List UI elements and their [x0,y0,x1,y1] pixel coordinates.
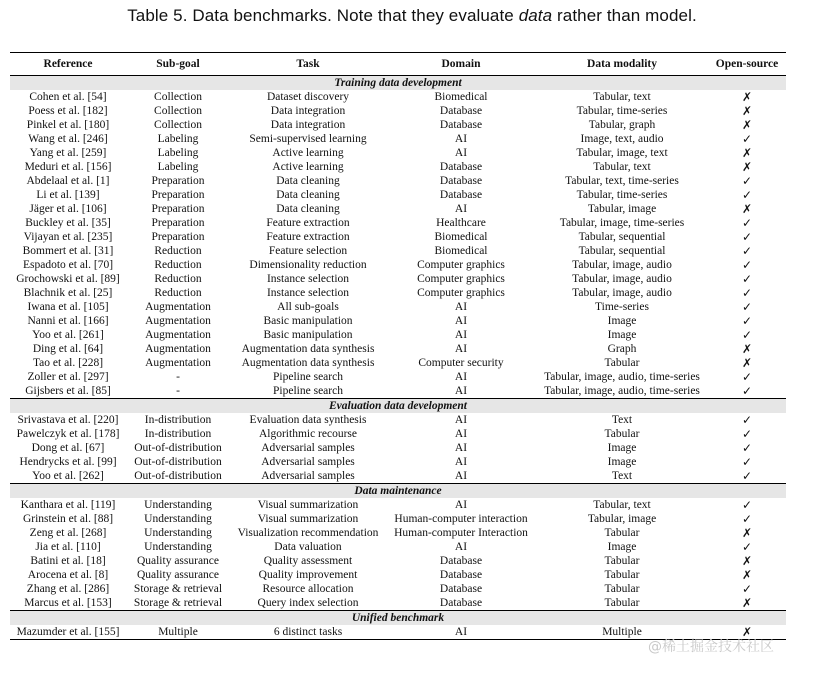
column-header-domain: Domain [386,53,536,76]
cell-open-source: ✓ [741,174,753,188]
cell-open-source: ✓ [741,427,753,441]
column-header-open-source: Open-source [708,53,786,76]
cell-sub-goal: In-distribution [144,428,212,440]
table-row [10,441,786,455]
cell-data-modality: Tabular, image [587,203,657,215]
cell-data-modality: Image [607,456,637,468]
cell-open-source: ✓ [741,455,753,469]
cell-data-modality: Tabular, image, audio [572,273,672,285]
cell-task: Data cleaning [276,189,340,201]
cell-open-source: ✗ [741,554,753,568]
caption-suffix: rather than model. [552,6,697,25]
cell-reference: Wang et al. [246] [28,133,108,145]
table-row [10,118,786,132]
table-row [10,286,786,300]
table-row [10,356,786,370]
cell-data-modality: Text [611,470,633,482]
cell-task: Query index selection [257,597,359,609]
cell-task: Visual summarization [257,499,359,511]
cell-open-source: ✓ [741,230,753,244]
cell-domain: AI [454,343,468,355]
cell-reference: Jäger et al. [106] [29,203,107,215]
cell-sub-goal: Quality assurance [136,555,220,567]
watermark: @稀土掘金技术社区 [648,639,774,655]
cell-sub-goal: Multiple [126,625,230,640]
cell-data-modality: Tabular, text, time-series [565,175,679,187]
cell-task: Instance selection [266,287,350,299]
cell-data-modality: Tabular, image, text [576,147,668,159]
cell-sub-goal: Out-of-distribution [134,470,222,482]
cell-domain: AI [454,442,468,454]
cell-reference: Zeng et al. [268] [29,527,107,539]
cell-data-modality: Tabular, time-series [576,105,668,117]
cell-reference: Blachnik et al. [25] [23,287,113,299]
cell-reference: Yoo et al. [262] [32,470,104,482]
cell-reference: Grinstein et al. [88] [22,513,114,525]
cell-domain: Database [439,161,483,173]
cell-reference: Nanni et al. [166] [27,315,109,327]
table-body [10,76,786,640]
cell-task: Data integration [270,119,346,131]
cell-sub-goal: Labeling [157,147,199,159]
cell-domain: AI [454,147,468,159]
table-row [10,526,786,540]
table-row [10,202,786,216]
cell-task: Evaluation data synthesis [249,414,367,426]
cell-task: Adversarial samples [261,456,355,468]
cell-sub-goal: Augmentation [145,315,211,327]
cell-open-source: ✓ [741,258,753,272]
section-title: Training data development [10,76,786,91]
cell-sub-goal: - [176,385,180,397]
cell-sub-goal: Collection [154,119,202,131]
cell-open-source: ✓ [741,188,753,202]
cell-sub-goal: Augmentation [145,301,211,313]
cell-open-source: ✓ [741,272,753,286]
cell-open-source: ✗ [741,118,753,132]
cell-open-source: ✗ [741,356,753,370]
cell-sub-goal: Augmentation [145,343,211,355]
table-row [10,216,786,230]
cell-sub-goal: Out-of-distribution [134,442,222,454]
cell-domain: AI [454,541,468,553]
cell-domain: Database [439,105,483,117]
cell-data-modality: Tabular, image, time-series [559,217,685,229]
cell-data-modality: Tabular [604,569,640,581]
cell-data-modality: Tabular [604,428,640,440]
cell-reference: Arocena et al. [8] [27,569,109,581]
section-header-row [10,484,786,499]
cell-domain: Biomedical [434,245,488,257]
cell-data-modality: Image [607,315,637,327]
cell-open-source: ✓ [741,384,753,398]
cell-reference: Hendrycks et al. [99] [19,456,117,468]
cell-open-source: ✓ [741,582,753,596]
cell-domain: AI [454,329,468,341]
cell-reference: Espadoto et al. [70] [22,259,114,271]
table-row [10,272,786,286]
cell-reference: Grochowski et al. [89] [16,273,120,285]
cell-reference: Tao et al. [228] [32,357,104,369]
cell-open-source: ✓ [741,540,753,554]
cell-open-source: ✗ [708,625,786,640]
cell-domain: Computer security [418,357,504,369]
cell-open-source: ✗ [741,342,753,356]
cell-reference: Meduri et al. [156] [24,161,112,173]
cell-data-modality: Tabular, text [593,161,651,173]
cell-task: Resource allocation [262,583,354,595]
cell-task: Active learning [272,161,344,173]
cell-open-source: ✗ [741,90,753,104]
cell-sub-goal: Preparation [151,189,205,201]
table-row [10,188,786,202]
cell-domain: AI [454,203,468,215]
cell-domain: Human-computer Interaction [394,527,528,539]
cell-domain: AI [454,301,468,313]
cell-reference: Yang et al. [259] [29,147,107,159]
cell-sub-goal: Labeling [157,161,199,173]
cell-data-modality: Tabular, image, audio [572,287,672,299]
cell-reference: Kanthara et al. [119] [20,499,116,511]
cell-sub-goal: Reduction [154,245,202,257]
caption-emphasis: data [518,6,553,25]
cell-sub-goal: - [176,371,180,383]
cell-open-source: ✗ [741,146,753,160]
cell-data-modality: Tabular, text [593,91,651,103]
cell-open-source: ✓ [741,244,753,258]
cell-task: Feature extraction [266,217,350,229]
cell-reference: Abdelaal et al. [1] [26,175,110,187]
section-header-row [10,611,786,626]
cell-data-modality: Tabular [604,527,640,539]
cell-data-modality: Image [607,329,637,341]
cell-task: Data cleaning [276,203,340,215]
cell-domain: Human-computer interaction [394,513,528,525]
cell-data-modality: Tabular [604,583,640,595]
cell-reference: Zhang et al. [286] [26,583,110,595]
cell-open-source: ✗ [741,526,753,540]
cell-domain: AI [454,428,468,440]
cell-data-modality: Tabular [604,555,640,567]
cell-domain: Database [439,569,483,581]
section-header-row [10,76,786,91]
table-row [10,413,786,427]
cell-domain: Healthcare [436,217,486,229]
cell-data-modality: Tabular, image, audio, time-series [544,385,700,397]
cell-reference: Mazumder et al. [155] [10,625,126,640]
cell-sub-goal: Preparation [151,231,205,243]
table-row [10,328,786,342]
cell-domain: AI [454,470,468,482]
cell-reference: Yoo et al. [261] [32,329,104,341]
cell-task: Pipeline search [273,371,343,383]
cell-data-modality: Time-series [595,301,649,313]
cell-task: Semi-supervised learning [249,133,367,145]
cell-sub-goal: Reduction [154,259,202,271]
table-row [10,300,786,314]
benchmark-table-container [10,52,786,640]
cell-data-modality: Tabular, graph [588,119,656,131]
cell-task: Pipeline search [273,385,343,397]
section-title: Evaluation data development [10,399,786,414]
cell-data-modality: Text [611,414,633,426]
cell-reference: Vijayan et al. [235] [23,231,113,243]
cell-open-source: ✗ [741,596,753,610]
header-row [10,53,786,76]
table-row [10,469,786,484]
cell-reference: Poess et al. [182] [28,105,108,117]
cell-data-modality: Tabular [604,357,640,369]
cell-task: Data valuation [274,541,342,553]
table-row [10,146,786,160]
cell-sub-goal: Labeling [157,133,199,145]
table-row [10,455,786,469]
table-row [10,384,786,399]
table-row [10,258,786,272]
cell-data-modality: Tabular, sequential [578,231,666,243]
column-header-task: Task [230,53,386,76]
table-row [10,174,786,188]
cell-task: Feature extraction [266,231,350,243]
benchmark-table [10,52,786,640]
cell-sub-goal: Augmentation [145,329,211,341]
table-row [10,596,786,611]
cell-task: Quality improvement [258,569,358,581]
cell-domain: Database [439,597,483,609]
cell-domain: AI [454,456,468,468]
cell-data-modality: Tabular, text [593,499,651,511]
cell-sub-goal: Collection [154,91,202,103]
table-row [10,512,786,526]
table-row [10,104,786,118]
table-row [10,314,786,328]
cell-domain: AI [454,133,468,145]
cell-open-source: ✓ [741,216,753,230]
table-row [10,582,786,596]
cell-domain: Database [439,189,483,201]
cell-task: Data integration [270,105,346,117]
cell-open-source: ✓ [741,469,753,483]
cell-sub-goal: Reduction [154,287,202,299]
cell-domain: AI [454,385,468,397]
cell-task: Visualization recommendation [237,527,379,539]
table-row [10,342,786,356]
cell-task: Basic manipulation [263,329,353,341]
cell-data-modality: Multiple [536,625,708,640]
table-row [10,427,786,441]
cell-data-modality: Tabular, time-series [576,189,668,201]
cell-reference: Srivastava et al. [220] [17,414,119,426]
cell-data-modality: Image, text, audio [580,133,664,145]
cell-domain: AI [454,315,468,327]
section-title: Data maintenance [10,484,786,499]
table-row [10,160,786,174]
cell-open-source: ✗ [741,568,753,582]
cell-open-source: ✗ [741,160,753,174]
cell-reference: Marcus et al. [153] [24,597,112,609]
table-row [10,568,786,582]
cell-open-source: ✓ [741,441,753,455]
cell-task: Visual summarization [257,513,359,525]
cell-domain: Database [439,583,483,595]
cell-sub-goal: Preparation [151,217,205,229]
cell-domain: AI [454,414,468,426]
column-header-sub-goal: Sub-goal [126,53,230,76]
cell-task: Active learning [272,147,344,159]
table-row [10,370,786,384]
cell-task: Dimensionality reduction [249,259,367,271]
cell-domain: Database [439,119,483,131]
cell-domain: Computer graphics [417,287,505,299]
table-row [10,540,786,554]
cell-open-source: ✓ [741,512,753,526]
cell-domain: Database [439,175,483,187]
cell-sub-goal: In-distribution [144,414,212,426]
cell-task: Quality assessment [263,555,353,567]
cell-sub-goal: Preparation [151,203,205,215]
cell-sub-goal: Collection [154,105,202,117]
cell-open-source: ✓ [741,300,753,314]
cell-open-source: ✓ [741,370,753,384]
table-row [10,244,786,258]
table-caption [0,6,824,26]
table-row [10,90,786,104]
cell-task: Instance selection [266,273,350,285]
cell-reference: Buckley et al. [35] [25,217,111,229]
cell-domain: Computer graphics [417,259,505,271]
table-row [10,554,786,568]
column-header-reference: Reference [10,53,126,76]
cell-reference: Zoller et al. [297] [27,371,109,383]
cell-domain: Biomedical [434,231,488,243]
cell-data-modality: Image [607,541,637,553]
caption-prefix: Table 5. Data benchmarks. Note that they evaluate [127,6,519,25]
cell-domain: AI [454,499,468,511]
cell-data-modality: Tabular, image, audio [572,259,672,271]
table-row [10,498,786,512]
cell-open-source: ✓ [741,328,753,342]
cell-sub-goal: Quality assurance [136,569,220,581]
cell-domain: Computer graphics [417,273,505,285]
cell-sub-goal: Storage & retrieval [133,597,223,609]
cell-reference: Ding et al. [64] [32,343,104,355]
cell-domain: Biomedical [434,91,488,103]
column-header-data-modality: Data modality [536,53,708,76]
cell-reference: Li et al. [139] [36,189,100,201]
cell-reference: Bommert et al. [31] [22,245,114,257]
cell-open-source: ✗ [741,104,753,118]
cell-open-source: ✓ [741,498,753,512]
cell-sub-goal: Understanding [144,541,212,553]
cell-open-source: ✓ [741,132,753,146]
cell-data-modality: Tabular, image [587,513,657,525]
cell-sub-goal: Understanding [144,513,212,525]
cell-reference: Jia et al. [110] [35,541,101,553]
table-header [10,53,786,76]
cell-reference: Gijsbers et al. [85] [25,385,111,397]
cell-sub-goal: Augmentation [145,357,211,369]
cell-task: Feature selection [268,245,348,257]
section-title: Unified benchmark [10,611,786,626]
cell-reference: Iwana et al. [105] [27,301,109,313]
cell-data-modality: Graph [607,343,637,355]
cell-task: Algorithmic recourse [258,428,358,440]
cell-sub-goal: Preparation [151,175,205,187]
cell-task: Adversarial samples [261,470,355,482]
cell-task: 6 distinct tasks [230,625,386,640]
cell-data-modality: Image [607,442,637,454]
cell-open-source: ✓ [741,314,753,328]
cell-domain: AI [454,371,468,383]
cell-reference: Dong et al. [67] [31,442,105,454]
cell-sub-goal: Understanding [144,527,212,539]
cell-sub-goal: Storage & retrieval [133,583,223,595]
cell-reference: Pawelczyk et al. [178] [16,428,120,440]
cell-data-modality: Tabular, image, audio, time-series [544,371,700,383]
cell-reference: Batini et al. [18] [30,555,106,567]
cell-task: Adversarial samples [261,442,355,454]
cell-task: Dataset discovery [266,91,350,103]
cell-task: Basic manipulation [263,315,353,327]
cell-reference: Cohen et al. [54] [29,91,107,103]
cell-domain: Database [439,555,483,567]
cell-open-source: ✓ [741,286,753,300]
cell-sub-goal: Out-of-distribution [134,456,222,468]
cell-domain: AI [386,625,536,640]
cell-task: Augmentation data synthesis [241,343,375,355]
cell-reference: Pinkel et al. [180] [26,119,110,131]
cell-sub-goal: Reduction [154,273,202,285]
cell-sub-goal: Understanding [144,499,212,511]
cell-task: Data cleaning [276,175,340,187]
cell-data-modality: Tabular, sequential [578,245,666,257]
cell-open-source: ✓ [741,413,753,427]
section-header-row [10,399,786,414]
cell-task: All sub-goals [277,301,339,313]
table-row [10,132,786,146]
cell-task: Augmentation data synthesis [241,357,375,369]
cell-data-modality: Tabular [604,597,640,609]
cell-open-source: ✗ [741,202,753,216]
table-row [10,230,786,244]
